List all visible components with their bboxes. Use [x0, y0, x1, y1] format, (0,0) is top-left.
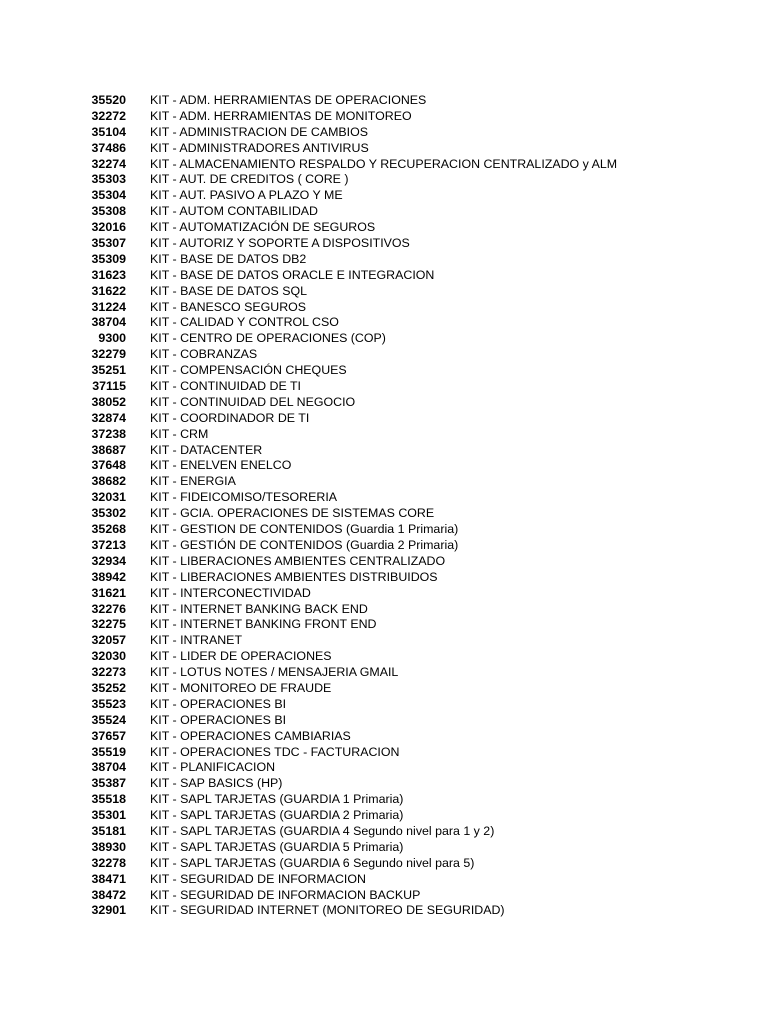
entry-description: KIT - GESTION DE CONTENIDOS (Guardia 1 Primaria)	[150, 522, 459, 537]
list-item	[0, 93, 768, 109]
entry-code: 38052	[91, 394, 126, 409]
entry-code: 38704	[91, 760, 126, 775]
entry-code: 32057	[91, 633, 126, 648]
entry-code: 32934	[91, 553, 126, 568]
entry-code: 32273	[91, 665, 126, 680]
list-item	[0, 586, 768, 602]
entry-code: 32901	[91, 903, 126, 918]
list-item	[0, 236, 768, 252]
entry-code: 38687	[91, 442, 126, 457]
entry-description: KIT - BASE DE DATOS SQL	[150, 283, 307, 298]
list-item	[0, 840, 768, 856]
entry-code: 35301	[91, 808, 126, 823]
entry-description: KIT - ADMINISTRACION DE CAMBIOS	[150, 124, 369, 139]
list-item	[0, 506, 768, 522]
list-item	[0, 443, 768, 459]
entry-code: 35252	[91, 680, 126, 695]
entry-description: KIT - LIBERACIONES AMBIENTES DISTRIBUIDOS	[150, 569, 438, 584]
list-item	[0, 172, 768, 188]
list-item	[0, 665, 768, 681]
list-item	[0, 188, 768, 204]
entry-description: KIT - SAPL TARJETAS (GUARDIA 1 Primaria)	[150, 792, 404, 807]
entry-code: 35304	[91, 188, 126, 203]
entry-code: 32874	[91, 410, 126, 425]
entry-description: KIT - FIDEICOMISO/TESORERIA	[150, 490, 338, 505]
entry-description: KIT - SAPL TARJETAS (GUARDIA 5 Primaria)	[150, 839, 404, 854]
list-item	[0, 474, 768, 490]
list-item	[0, 713, 768, 729]
list-item	[0, 315, 768, 331]
entry-description: KIT - OPERACIONES BI	[150, 712, 287, 727]
entry-code: 35104	[91, 124, 126, 139]
entry-code: 32016	[91, 220, 126, 235]
list-item	[0, 760, 768, 776]
entry-code: 32274	[91, 156, 126, 171]
entry-description: KIT - ADMINISTRADORES ANTIVIRUS	[150, 140, 369, 155]
entry-description: KIT - LIBERACIONES AMBIENTES CENTRALIZADO	[150, 553, 446, 568]
entry-code: 35307	[91, 236, 126, 251]
entry-description: KIT - OPERACIONES BI	[150, 696, 287, 711]
entry-description: KIT - SEGURIDAD DE INFORMACION	[150, 871, 366, 886]
entry-code: 32031	[91, 490, 126, 505]
entry-description: KIT - ENELVEN ENELCO	[150, 458, 292, 473]
entry-code: 31621	[91, 585, 126, 600]
entry-description: KIT - INTERNET BANKING BACK END	[150, 601, 368, 616]
entry-code: 35251	[91, 363, 126, 378]
entry-description: KIT - ADM. HERRAMIENTAS DE MONITOREO	[150, 108, 412, 123]
list-item	[0, 109, 768, 125]
entry-code: 32272	[91, 108, 126, 123]
entry-description: KIT - CENTRO DE OPERACIONES (COP)	[150, 331, 386, 346]
entry-description: KIT - ALMACENAMIENTO RESPALDO Y RECUPERACION CENTRALIZADO y ALM	[150, 156, 618, 171]
list-item	[0, 268, 768, 284]
entry-description: KIT - SAPL TARJETAS (GUARDIA 2 Primaria)	[150, 808, 404, 823]
entry-description: KIT - AUTOM CONTABILIDAD	[150, 204, 318, 219]
list-item	[0, 602, 768, 618]
entry-description: KIT - AUTORIZ Y SOPORTE A DISPOSITIVOS	[150, 236, 410, 251]
entry-code: 9300	[98, 331, 126, 346]
entry-description: KIT - LIDER DE OPERACIONES	[150, 649, 332, 664]
list-item	[0, 204, 768, 220]
entry-code: 31622	[91, 283, 126, 298]
list-item	[0, 331, 768, 347]
entry-code: 31623	[91, 267, 126, 282]
list-item	[0, 522, 768, 538]
entry-description: KIT - INTERNET BANKING FRONT END	[150, 617, 377, 632]
entry-code: 35181	[91, 823, 126, 838]
entry-description: KIT - LOTUS NOTES / MENSAJERIA GMAIL	[150, 665, 399, 680]
list-item	[0, 427, 768, 443]
list-item	[0, 903, 768, 919]
entry-description: KIT - COORDINADOR DE TI	[150, 410, 310, 425]
list-item	[0, 252, 768, 268]
entry-code: 35303	[91, 172, 126, 187]
list-item	[0, 792, 768, 808]
list-item	[0, 379, 768, 395]
entry-code: 32279	[91, 347, 126, 362]
entry-code: 37115	[92, 379, 126, 394]
entry-code: 32030	[91, 649, 126, 664]
list-item	[0, 347, 768, 363]
entry-description: KIT - SEGURIDAD DE INFORMACION BACKUP	[150, 887, 421, 902]
list-item	[0, 411, 768, 427]
list-item	[0, 633, 768, 649]
entry-code: 37213	[91, 537, 126, 552]
list-item	[0, 490, 768, 506]
list-item	[0, 570, 768, 586]
entry-description: KIT - CALIDAD Y CONTROL CSO	[150, 315, 339, 330]
entry-code: 37648	[91, 458, 126, 473]
list-item	[0, 363, 768, 379]
entry-code: 38472	[91, 887, 126, 902]
entry-description: KIT - CRM	[150, 426, 209, 441]
list-item	[0, 681, 768, 697]
list-item	[0, 808, 768, 824]
list-item	[0, 872, 768, 888]
entry-description: KIT - BASE DE DATOS ORACLE E INTEGRACION	[150, 267, 435, 282]
entry-description: KIT - OPERACIONES CAMBIARIAS	[150, 728, 351, 743]
list-item	[0, 856, 768, 872]
entry-description: KIT - PLANIFICACION	[150, 760, 276, 775]
entry-description: KIT - BANESCO SEGUROS	[150, 299, 307, 314]
entry-description: KIT - AUT. DE CREDITOS ( CORE )	[150, 172, 349, 187]
entry-code: 35302	[91, 506, 126, 521]
entry-code: 35524	[91, 712, 126, 727]
entry-description: KIT - ENERGIA	[150, 474, 236, 489]
kit-code-list	[0, 93, 768, 919]
list-item	[0, 220, 768, 236]
entry-code: 32278	[91, 855, 126, 870]
list-item	[0, 745, 768, 761]
entry-description: KIT - GESTIÓN DE CONTENIDOS (Guardia 2 Primaria)	[150, 537, 459, 552]
entry-code: 38704	[91, 315, 126, 330]
entry-description: KIT - BASE DE DATOS DB2	[150, 251, 307, 266]
list-item	[0, 888, 768, 904]
list-item	[0, 284, 768, 300]
list-item	[0, 824, 768, 840]
entry-description: KIT - AUT. PASIVO A PLAZO Y ME	[150, 188, 343, 203]
entry-code: 38942	[91, 569, 126, 584]
entry-code: 32275	[91, 617, 126, 632]
list-item	[0, 554, 768, 570]
list-item	[0, 141, 768, 157]
entry-description: KIT - OPERACIONES TDC - FACTURACION	[150, 744, 400, 759]
entry-code: 38471	[91, 871, 126, 886]
entry-code: 37657	[91, 728, 126, 743]
entry-code: 38682	[91, 474, 126, 489]
list-item	[0, 300, 768, 316]
entry-description: KIT - ADM. HERRAMIENTAS DE OPERACIONES	[150, 93, 427, 107]
list-item	[0, 729, 768, 745]
entry-code: 32276	[91, 601, 126, 616]
list-item	[0, 538, 768, 554]
entry-description: KIT - INTERCONECTIVIDAD	[150, 585, 311, 600]
list-item	[0, 697, 768, 713]
entry-code: 35520	[91, 93, 126, 107]
entry-description: KIT - SAP BASICS (HP)	[150, 776, 283, 791]
entry-code: 38930	[91, 839, 126, 854]
entry-code: 35309	[91, 251, 126, 266]
list-item	[0, 395, 768, 411]
entry-description: KIT - COBRANZAS	[150, 347, 258, 362]
list-item	[0, 157, 768, 173]
entry-code: 35518	[91, 792, 126, 807]
entry-description: KIT - INTRANET	[150, 633, 243, 648]
list-item	[0, 776, 768, 792]
entry-code: 31224	[91, 299, 126, 314]
entry-code: 35387	[91, 776, 126, 791]
entry-description: KIT - MONITOREO DE FRAUDE	[150, 680, 332, 695]
entry-description: KIT - SAPL TARJETAS (GUARDIA 4 Segundo nivel para 1 y 2)	[150, 823, 495, 838]
entry-code: 35308	[91, 204, 126, 219]
entry-description: KIT - AUTOMATIZACIÓN DE SEGUROS	[150, 220, 376, 235]
entry-description: KIT - SAPL TARJETAS (GUARDIA 6 Segundo nivel para 5)	[150, 855, 475, 870]
entry-description: KIT - GCIA. OPERACIONES DE SISTEMAS CORE	[150, 506, 435, 521]
entry-description: KIT - CONTINUIDAD DEL NEGOCIO	[150, 394, 356, 409]
list-item	[0, 649, 768, 665]
entry-description: KIT - SEGURIDAD INTERNET (MONITOREO DE SEGURIDAD)	[150, 903, 505, 918]
entry-code: 35523	[91, 696, 126, 711]
entry-description: KIT - COMPENSACIÓN CHEQUES	[150, 363, 347, 378]
entry-description: KIT - CONTINUIDAD DE TI	[150, 379, 301, 394]
list-item	[0, 125, 768, 141]
list-item	[0, 617, 768, 633]
entry-description: KIT - DATACENTER	[150, 442, 263, 457]
entry-code: 35268	[91, 522, 126, 537]
entry-code: 35519	[91, 744, 126, 759]
list-item	[0, 458, 768, 474]
entry-code: 37238	[91, 426, 126, 441]
entry-code: 37486	[91, 140, 126, 155]
